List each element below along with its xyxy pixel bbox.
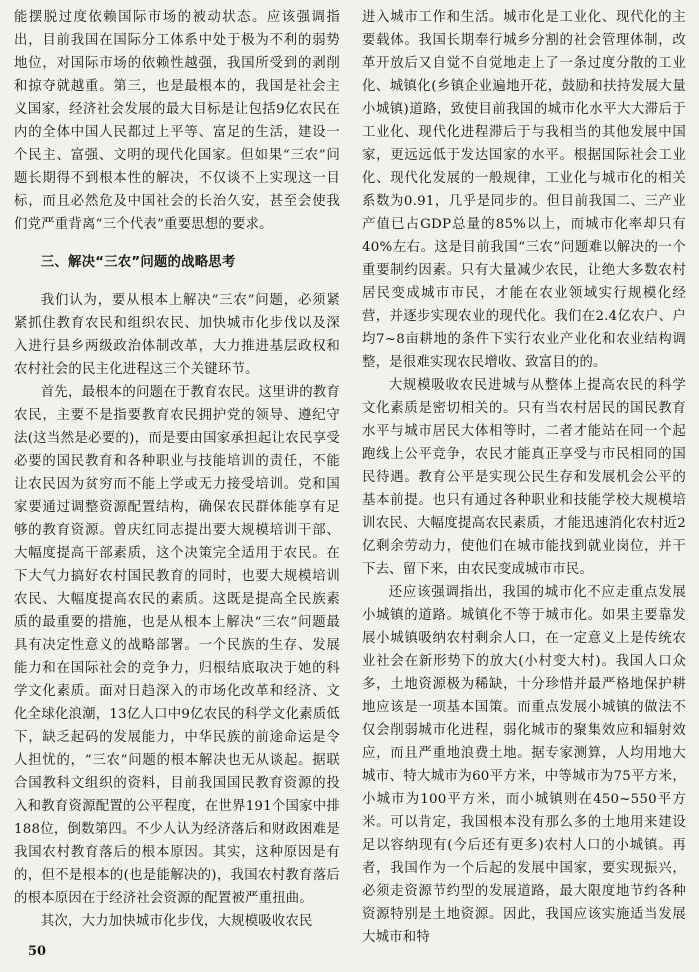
left-paragraph-3: 其次，大力加快城市化步伐，大规模吸收农民 (40, 914, 313, 929)
left-intro-paragraph: 能摆脱过度依赖国际市场的被动状态。应该强调指出，目前我国在国际分工体系中处于极为不利的弱势地位，对国际市场的依赖性越强，我国所受到的剥削和掠夺就越重。第三，也是最根本的，我国是社会主义国家，经济社会发展的最大目标是让包括9亿农民在内的全体中国人民都过上平等、富足的生活，建设一个民主、富强、文明的现代化国家。但如果“三农”问题长期得不到根本性的解决，不仅谈不上实现这一目标，而且必然危及中国社会的长治久安，甚至会使我们党严重背离“三个代表”重要思想的要求。 (14, 10, 340, 232)
right-paragraph-1: 进入城市工作和生活。城市化是工业化、现代化的主要载体。我国长期奉行城乡分割的社会管理体制，改革开放后又自觉不自觉地走上了一条过度分散的工业化、城镇化(乡镇企业遍地开花，鼓励和扶持发展大量小城镇)道路，致使目前我国的城市化水平大大滞后于工业化、现代化进程滞后于与我相当的其他发展中国家，更远远低于发达国家的水平。根据国际社会工业化、现代化发展的一般规律，工业化与城市化的相关系数为0.91，几乎是同步的。但目前我国二、三产业产值已占GDP总量的85%以上，而城市化率却只有40%左右。这是目前我国“三农”问题难以解决的一个重要制约因素。只有大量减少农民，让绝大多数农村居民变成城市市民，才能在农业领域实行规模化经营，并逐步实现农业的现代化。我们在2.4亿农户、户均7~8亩耕地的条件下实行农业产业化和农业结构调整，是很难实现农民增收、致富目的的。 (362, 10, 686, 370)
right-paragraph-2: 大规模吸收农民进城与从整体上提高农民的科学文化素质是密切相关的。只有当农村居民的国民教育水平与城市居民大体相等时，二者才能站在同一个起跑线上公平竞争，农民才能真正享受与市民相同的国民待遇。教育公平是实现公民生存和发展机会公平的基本前提。也只有通过各种职业和技能学校大规模培训农民、大幅度提高农民素质，才能迅速消化农村近2亿剩余劳动力，使他们在城市能找到就业岗位，并干下去、留下来，由农民变成城市市民。 (362, 378, 686, 577)
left-column (14, 6, 340, 933)
left-paragraph-2: 首先，最根本的问题在于教育农民。这里讲的教育农民，主要不是指要教育农民拥护党的领导、遵纪守法(这当然是必要的)，而是要由国家承担起让农民享受必要的国民教育和各种职业与技能培训的责任，不能让农民因为贫穷而不能上学或无力接受培训。党和国家要通过调整资源配置结构，确保农民群体能享有足够的教育资源。曾庆红同志提出要大规模培训干部、大幅度提高干部素质，这个决策完全适用于农民。在下大气力搞好农村国民教育的同时，也要大规模培训农民、大幅度提高农民的素质。这既是提高全民族素质的最重要的措施，也是从根本上解决“三农”问题最具有决定性意义的战略部署。一个民族的生存、发展能力和在国际社会的竞争力，归根结底取决于她的科学文化素质。面对日趋深入的市场化改革和经济、文化全球化浪潮，13亿人口中9亿农民的科学文化素质低下，缺乏起码的发展能力，中华民族的前途命运是令人担忧的，“三农”问题的根本解决也无从谈起。据联合国教科文组织的资料，目前我国国民教育资源的投入和教育资源配置的公平程度，在世界191个国家中排188位，倒数第四。不少人认为经济落后和财政困难是我国农村教育落后的根本原因。其实，这种原因是有的，但不是根本的(也是能解决的)，我国农村教育落后的根本原因在于经济社会资源的配置被严重扭曲。 (14, 385, 340, 906)
right-paragraph-3: 还应该强调指出，我国的城市化不应走重点发展小城镇的道路。城镇化不等于城市化。如果主要靠发展小城镇吸纳农村剩余人口，在一定意义上是传统农业社会在新形势下的放大(小村变大村)。我国人口众多，土地资源极为稀缺，十分珍惜并最严格地保护耕地应该是一项基本国策。而重点发展小城镇的做法不仅会削弱城市化进程，弱化城市的聚集效应和辐射效应，而且严重地浪费土地。据专家测算，人均用地大城市、特大城市为60平方米，中等城市为75平方米，小城市为100平方米，而小城镇则在450~550平方米。可以肯定，我国根本没有那么多的土地用来建设足以容纳现有(今后还有更多)农村人口的小城镇。再者，我国作为一个后起的发展中国家，要实现振兴，必须走资源节约型的发展道路，最大限度地节约各种资源特别是土地资源。因此，我国应该实施适当发展大城市和特 (362, 585, 686, 945)
page-number: 50 (28, 944, 47, 959)
right-column (362, 6, 686, 949)
left-paragraph-1: 我们认为，要从根本上解决“三农”问题，必须紧紧抓住教育农民和组织农民、加快城市化步伐以及深入进行县乡两级政治体制改革，大力推进基层政权和农村社会的民主化进程这三个关键环节。 (14, 293, 340, 377)
section-heading: 三、解决“三农”问题的战略思考 (40, 255, 236, 270)
